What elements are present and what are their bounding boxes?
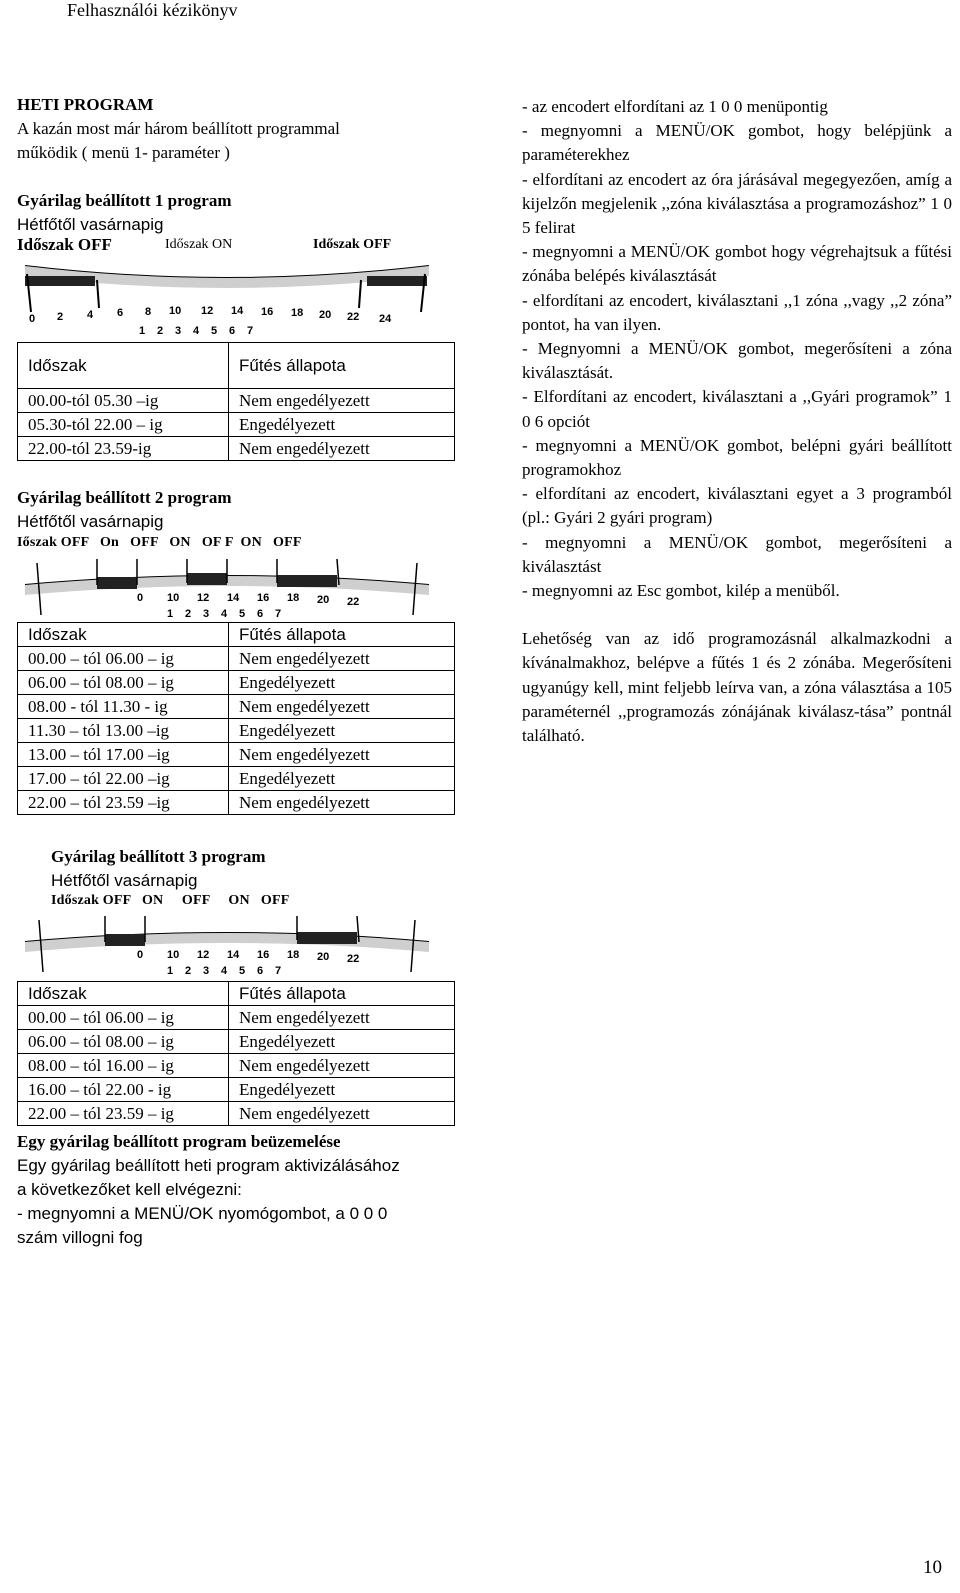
table-row: 06.00 – tól 08.00 – ig [18,671,229,695]
table-row: 00.00 – tól 06.00 – ig [18,647,229,671]
svg-text:14: 14 [227,949,240,961]
program3-timeline-dial [17,912,437,978]
table-row: 16.00 – tól 22.00 - ig [18,1078,229,1102]
activation-section [17,1130,457,1250]
svg-text:2: 2 [157,325,164,337]
svg-text:0: 0 [29,313,36,325]
page-header: Felhasználói kézikönyv [67,0,238,20]
svg-text:16: 16 [261,306,274,318]
page-number: 10 [923,1557,942,1578]
table-cell: Nem engedélyezett [229,791,455,815]
svg-text:3: 3 [175,325,182,337]
program2-heading [17,486,232,534]
program2-title: Gyárilag beállított 2 program [17,488,232,507]
program2-timeline-dial [17,555,437,621]
svg-text:7: 7 [247,325,254,337]
program1-timeline-dial [17,260,437,342]
step-1: - az encodert elfordítani az 1 0 0 menüpontig [522,97,828,116]
svg-text:14: 14 [231,305,244,317]
table-cell: Engedélyezett [229,767,455,791]
svg-text:6: 6 [117,307,124,319]
activation-line-1: Egy gyárilag beállított heti program aktivizálásához [17,1156,400,1175]
step-4: - megnyomni a MENÜ/OK gombot hogy végrehajtsuk a fűtési zónába belépés kiválasztását [522,242,952,286]
program2-days: Hétfőtől vasárnapig [17,512,164,531]
svg-text:4: 4 [221,965,228,977]
table-row: 00.00 – tól 06.00 – ig [18,1006,229,1030]
svg-text:1: 1 [139,325,146,337]
svg-text:2: 2 [57,311,64,323]
svg-text:18: 18 [291,307,304,319]
svg-text:1: 1 [167,608,174,620]
step-7: - Elfordítani az encodert, kiválasztani a ,,Gyári programok” 1 0 6 opciót [522,387,952,431]
svg-text:12: 12 [197,592,210,604]
svg-text:5: 5 [239,608,246,620]
program1-label-on: Időszak ON [165,237,233,252]
table-row: 08.00 – tól 16.00 – ig [18,1054,229,1078]
table-cell: Engedélyezett [229,1030,455,1054]
svg-text:22: 22 [347,953,360,965]
svg-text:14: 14 [227,592,240,604]
table-cell: Nem engedélyezett [229,695,455,719]
table-row: 17.00 – tól 22.00 –ig [18,767,229,791]
svg-text:5: 5 [211,325,218,337]
table-row: 22.00 – tól 23.59 –ig [18,791,229,815]
step-11: - megnyomni az Esc gombot, kilép a menüből. [522,581,840,601]
table-cell: Engedélyezett [229,1078,455,1102]
section-title: HETI PROGRAM [17,95,154,114]
svg-text:7: 7 [275,608,282,620]
table-cell: Nem engedélyezett [229,1006,455,1030]
step-5: - elfordítani az encodert, kiválasztani ,,1 zóna ,,vagy ,,2 zóna” pontot, ha van ilyen. [522,290,952,334]
step-3: - elfordítani az encodert az óra járásával megegyezően, amíg a kijelzőn megjelenik ,,zóna kiválasztása a programozáshoz” 1 0 5 felirat [522,169,952,238]
intro-line-1: A kazán most már három beállított programmal [17,119,340,138]
program1-header-status: Fűtés állapota [229,343,455,389]
table-cell: Nem engedélyezett [229,437,455,461]
program1-label-off1: Időszak OFF [17,235,112,254]
program3-header-period: Időszak [18,982,229,1006]
program2-labels: Iőszak OFF On OFF ON OF F ON OFF [17,535,302,550]
program3-labels: Időszak OFF ON OFF ON OFF [51,893,290,908]
svg-text:6: 6 [257,608,264,620]
svg-text:2: 2 [185,965,192,977]
program3-heading [51,845,266,893]
svg-text:3: 3 [203,965,210,977]
svg-text:5: 5 [239,965,246,977]
table-cell: Nem engedélyezett [229,1054,455,1078]
table-row: 00.00-tól 05.30 –ig [18,389,229,413]
svg-text:24: 24 [379,313,392,325]
step-8: - megnyomni a MENÜ/OK gombot, belépni gyári beállított programokhoz [522,435,952,480]
svg-text:2: 2 [185,608,192,620]
program3-title: Gyárilag beállított 3 program [51,847,266,866]
svg-text:12: 12 [197,949,210,961]
step-6: - Megnyomni a MENÜ/OK gombot, megerősíteni a zóna kiválasztását. [522,339,952,383]
table-row: 22.00-tól 23.59-ig [18,437,229,461]
program1-title: Gyárilag beállított 1 program [17,191,232,210]
svg-text:18: 18 [287,949,300,961]
program1-label-off2: Időszak OFF [313,237,392,252]
table-cell: Engedélyezett [229,413,455,437]
svg-text:3: 3 [203,608,210,620]
svg-text:20: 20 [317,951,330,963]
program1-labels [17,235,392,255]
step-10: - megnyomni a MENÜ/OK gombot, megerősíteni a kiválasztást [522,532,952,576]
svg-text:20: 20 [317,594,330,606]
intro-line-2: működik ( menü 1- paraméter ) [17,143,230,162]
table-cell: Nem engedélyezett [229,743,455,767]
table-row: 06.00 – tól 08.00 – ig [18,1030,229,1054]
svg-text:7: 7 [275,965,282,977]
svg-text:20: 20 [319,309,332,321]
svg-text:10: 10 [167,592,180,604]
activation-title: Egy gyárilag beállított program beüzemelése [17,1132,341,1151]
table-row: 13.00 – tól 17.00 –ig [18,743,229,767]
left-column-top [17,93,340,237]
program2-header-status: Fűtés állapota [229,623,455,647]
svg-text:16: 16 [257,949,270,961]
program1-days: Hétfőtől vasárnapig [17,215,164,234]
program2-header-period: Időszak [18,623,229,647]
program1-header-period: Időszak [18,343,229,389]
svg-text:6: 6 [229,325,236,337]
svg-text:4: 4 [221,608,228,620]
table-cell: Nem engedélyezett [229,647,455,671]
svg-text:22: 22 [347,311,360,323]
right-column [522,95,952,748]
svg-text:0: 0 [137,592,144,604]
step-9: - elfordítani az encodert, kiválasztani egyet a 3 programból (pl.: Gyári 2 gyári program) [522,484,952,528]
table-cell: Nem engedélyezett [229,1102,455,1126]
svg-text:18: 18 [287,592,300,604]
program3-table [17,981,455,1126]
svg-text:10: 10 [167,949,180,961]
svg-text:16: 16 [257,592,270,604]
svg-text:22: 22 [347,596,360,608]
activation-line-2: a következőket kell elvégezni: [17,1180,242,1199]
activation-line-3: - megnyomni a MENÜ/OK nyomógombot, a 0 0 0 [17,1204,388,1223]
table-cell: Engedélyezett [229,719,455,743]
program3-header-status: Fűtés állapota [229,982,455,1006]
program1-table [17,342,455,461]
table-row: 08.00 - tól 11.30 - ig [18,695,229,719]
table-row: 11.30 – tól 13.00 –ig [18,719,229,743]
step-2: - megnyomni a MENÜ/OK gombot, hogy belépjünk a paraméterekhez [522,121,952,165]
note-paragraph: Lehetőség van az idő programozásnál alkalmazkodni a kívánalmakhoz, belépve a fűtés 1 és 2 zónába. Megerősíteni ugyanúgy kell, mint feljebb leírva van, a zóna választása a 105 paraméternél ,,programozás zónájának kiválasz-tása” pontnál található. [522,629,952,746]
table-cell: Engedélyezett [229,671,455,695]
svg-text:8: 8 [145,306,152,318]
svg-text:4: 4 [193,325,200,337]
svg-text:10: 10 [169,305,182,317]
table-row: 05.30-tól 22.00 – ig [18,413,229,437]
program3-days: Hétfőtől vasárnapig [51,871,198,890]
activation-line-4: szám villogni fog [17,1228,143,1247]
svg-text:12: 12 [201,305,214,317]
svg-text:1: 1 [167,965,174,977]
table-cell: Nem engedélyezett [229,389,455,413]
program2-table [17,622,455,815]
table-row: 22.00 – tól 23.59 – ig [18,1102,229,1126]
svg-text:6: 6 [257,965,264,977]
svg-text:0: 0 [137,949,144,961]
svg-text:4: 4 [87,309,94,321]
